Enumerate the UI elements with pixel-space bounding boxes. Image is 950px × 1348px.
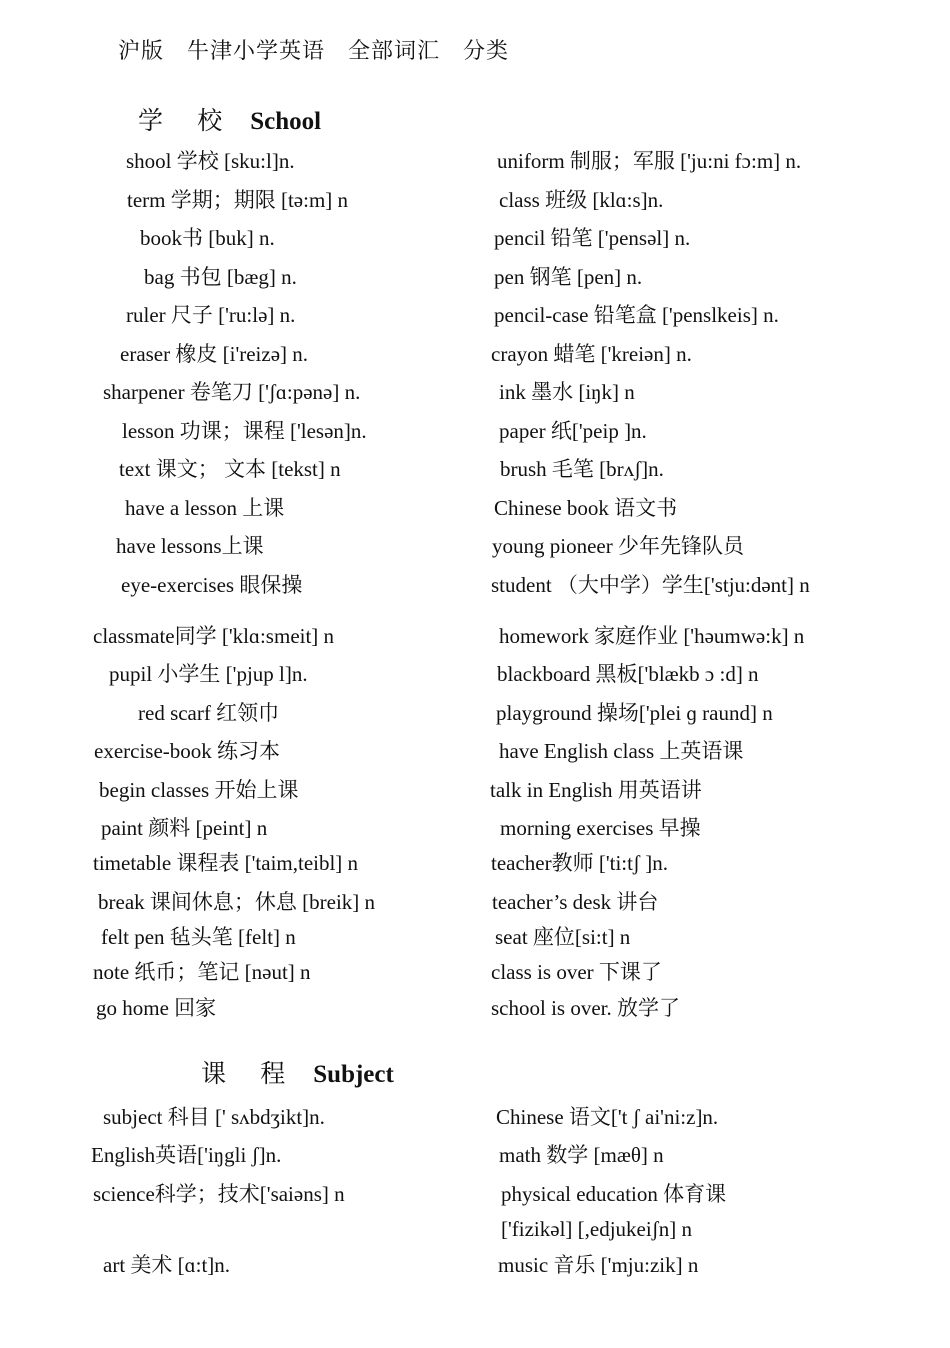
vocab-entry: timetable 课程表 ['taim,teibl] n <box>93 851 359 875</box>
vocab-entry: eraser 橡皮 [i'reizə] n. <box>120 342 309 366</box>
vocab-entry: class is over 下课了 <box>491 960 662 984</box>
vocab-entry: ruler 尺子 ['ru:lə] n. <box>126 303 296 327</box>
vocab-entry: Chinese 语文['t ʃ ai'ni:z]n. <box>496 1105 719 1129</box>
vocab-entry: pencil-case 铅笔盒 ['penslkeis] n. <box>494 303 779 327</box>
vocab-entry: break 课间休息；休息 [breik] n <box>98 890 376 914</box>
vocab-entry: go home 回家 <box>96 996 217 1020</box>
vocab-entry: pupil 小学生 ['pjup l]n. <box>109 662 308 686</box>
section-heading-school <box>138 109 321 135</box>
vocab-entry: talk in English 用英语讲 <box>490 778 702 802</box>
section-heading-subject <box>201 1062 394 1088</box>
vocab-entry: pen 钢笔 [pen] n. <box>494 265 643 289</box>
vocab-entry: exercise-book 练习本 <box>94 739 281 763</box>
vocab-entry: young pioneer 少年先锋队员 <box>492 534 744 558</box>
vocab-entry: red scarf 红领巾 <box>138 701 280 725</box>
vocab-entry: class 班级 [klɑ:s]n. <box>499 188 664 212</box>
vocab-entry: subject 科目 [' sʌbdʒikt]n. <box>103 1105 325 1129</box>
vocab-entry: have lessons上课 <box>116 534 264 558</box>
vocab-entry: note 纸币；笔记 [nəut] n <box>93 960 311 984</box>
vocab-entry: lesson 功课；课程 ['lesən]n. <box>122 419 367 443</box>
vocab-entry: blackboard 黑板['blækb ɔ :d] n <box>497 662 759 686</box>
vocab-entry: playground 操场['plei ɡ raund] n <box>496 701 773 725</box>
vocab-entry: English英语['iŋgli ʃ]n. <box>91 1143 282 1167</box>
vocab-entry: shool 学校 [sku:l]n. <box>126 149 295 173</box>
vocab-entry: morning exercises 早操 <box>500 816 701 840</box>
vocab-entry: seat 座位[si:t] n <box>495 925 631 949</box>
vocab-entry: homework 家庭作业 ['həumwə:k] n <box>499 624 805 648</box>
vocab-entry: science科学；技术['saiəns] n <box>93 1182 345 1206</box>
vocab-entry: student （大中学）学生['stju:dənt] n <box>491 573 810 597</box>
section-heading-en: School <box>250 108 322 135</box>
vocab-entry: math 数学 [mæθ] n <box>499 1143 664 1167</box>
vocab-entry: art 美术 [ɑ:t]n. <box>103 1253 231 1277</box>
vocab-entry: have English class 上英语课 <box>499 739 744 763</box>
vocab-entry: eye-exercises 眼保操 <box>121 573 303 597</box>
vocab-entry: brush 毛笔 [brʌʃ]n. <box>500 457 664 481</box>
vocab-entry: uniform 制服；军服 ['ju:ni fɔ:m] n. <box>497 149 802 173</box>
vocab-entry: paint 颜料 [peint] n <box>101 816 268 840</box>
vocab-entry: bag 书包 [bæg] n. <box>144 265 297 289</box>
vocab-entry: paper 纸['peip ]n. <box>499 419 647 443</box>
vocab-entry: Chinese book 语文书 <box>494 496 678 520</box>
vocab-entry: sharpener 卷笔刀 ['ʃɑ:pənə] n. <box>103 380 361 404</box>
vocab-entry: have a lesson 上课 <box>125 496 285 520</box>
vocab-entry: begin classes 开始上课 <box>99 778 299 802</box>
vocab-entry: ['fizikəl] [,edjukeiʃn] n <box>501 1217 692 1241</box>
vocab-entry: teacher’s desk 讲台 <box>492 890 659 914</box>
vocab-entry: school is over. 放学了 <box>491 996 680 1020</box>
document-title: 沪版 牛津小学英语 全部词汇 分类 <box>118 38 510 63</box>
vocab-entry: crayon 蜡笔 ['kreiən] n. <box>491 342 692 366</box>
section-heading-en: Subject <box>313 1061 394 1088</box>
vocab-entry: book书 [buk] n. <box>140 226 275 250</box>
section-heading-zh: 课 程 <box>201 1061 300 1088</box>
vocab-entry: text 课文； 文本 [tekst] n <box>119 457 341 481</box>
section-heading-zh: 学 校 <box>138 108 237 135</box>
vocab-entry: classmate同学 ['klɑ:smeit] n <box>93 624 335 648</box>
vocab-entry: physical education 体育课 <box>501 1182 727 1206</box>
vocab-entry: pencil 铅笔 ['pensəl] n. <box>494 226 691 250</box>
vocab-entry: teacher教师 ['ti:tʃ ]n. <box>491 851 668 875</box>
vocab-entry: term 学期；期限 [tə:m] n <box>127 188 349 212</box>
vocab-entry: ink 墨水 [iŋk] n <box>499 380 635 404</box>
vocab-entry: felt pen 毡头笔 [felt] n <box>101 925 296 949</box>
vocab-entry: music 音乐 ['mju:zik] n <box>498 1253 699 1277</box>
